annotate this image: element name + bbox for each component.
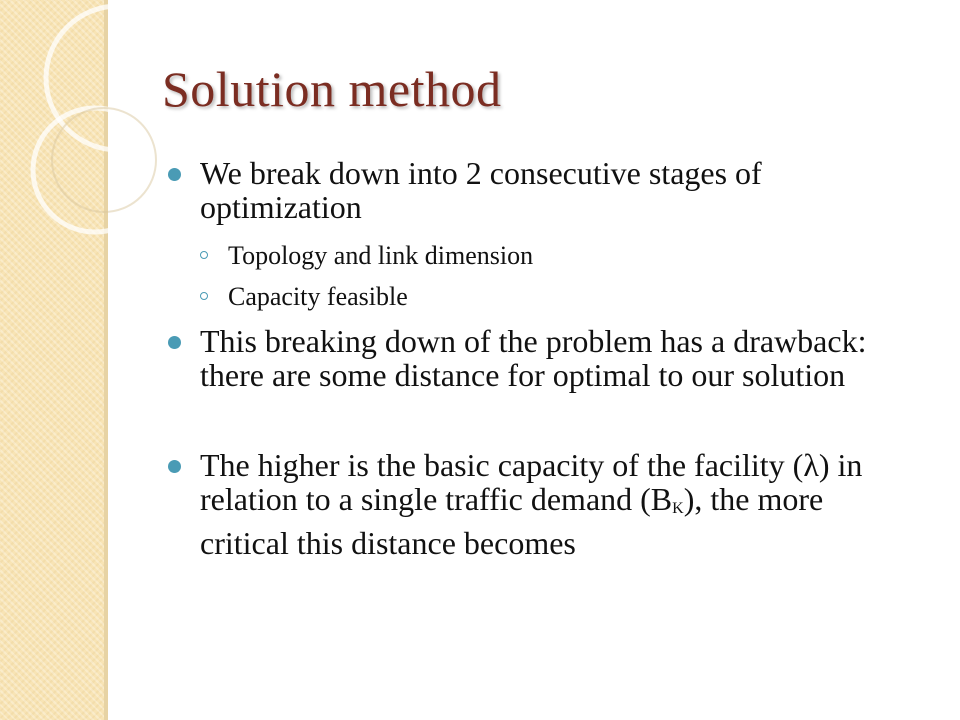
bullet-item — [176, 156, 906, 224]
bullet-text-part: ), the more critical this distance becomes — [200, 481, 824, 561]
bullet-dot-icon — [168, 336, 181, 349]
bullet-item — [176, 324, 906, 392]
sub-bullet-text: Capacity feasible — [228, 282, 408, 311]
subscript-k: K — [672, 500, 684, 517]
decorative-rings — [0, 0, 160, 260]
sub-bullet-text: Topology and link dimension — [228, 241, 534, 270]
bullet-text: This breaking down of the problem has a drawback: there are some distance for optimal to our solution — [200, 323, 867, 393]
sub-bullet-ring-icon — [200, 251, 208, 259]
bullet-dot-icon — [168, 460, 181, 473]
decorative-ring-lower — [33, 108, 157, 232]
bullet-text-part: The higher is the basic capacity of the facility (λ) in relation to a single traffic demand (B — [200, 447, 863, 517]
sub-bullet-item — [200, 241, 900, 271]
decorative-ring-inner — [52, 108, 156, 212]
bullet-item — [176, 448, 906, 560]
sub-bullet-item — [200, 282, 900, 312]
sub-bullet-ring-icon — [200, 292, 208, 300]
bullet-dot-icon — [168, 168, 181, 181]
bullet-text: We break down into 2 consecutive stages of optimization — [200, 155, 762, 225]
slide-title: Solution method — [162, 61, 502, 117]
bullet-text — [176, 448, 906, 560]
